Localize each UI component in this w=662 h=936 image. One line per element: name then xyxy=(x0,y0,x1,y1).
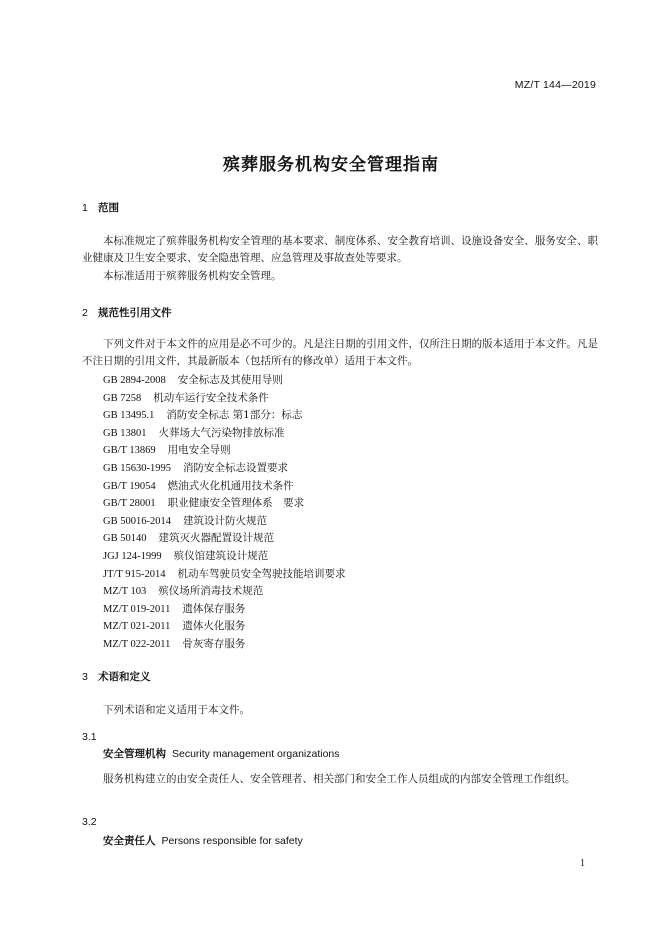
reference-code: GB 50016-2014 xyxy=(103,515,171,527)
document-title: 殡葬服务机构安全管理指南 xyxy=(223,155,439,175)
reference-name: 殡仪场所消毒技术规范 xyxy=(158,585,264,598)
standard-number: MZ/T 144—2019 xyxy=(514,79,596,91)
term-number: 3.2 xyxy=(82,816,97,828)
section-title: 术语和定义 xyxy=(98,671,151,683)
term-name xyxy=(103,746,340,761)
section-heading-scope xyxy=(82,200,119,215)
term-name-english: Persons responsible for safety xyxy=(161,835,303,847)
reference-item xyxy=(103,372,346,390)
term-name-english: Security management organizations xyxy=(172,748,340,760)
reference-code: GB 7258 xyxy=(103,392,142,404)
reference-item xyxy=(103,425,346,443)
reference-item xyxy=(103,548,346,566)
reference-item xyxy=(103,530,346,548)
section-title: 范围 xyxy=(98,202,119,214)
scope-paragraph-2: 本标准适用于殡葬服务机构安全管理。 xyxy=(103,270,282,282)
reference-item xyxy=(103,583,346,601)
reference-code: GB/T 13869 xyxy=(103,445,156,457)
reference-item xyxy=(103,601,346,619)
section-heading-terms-definitions xyxy=(82,669,151,684)
reference-name: 遗体保存服务 xyxy=(182,602,246,615)
terms-intro-paragraph: 下列术语和定义适用于本文件。 xyxy=(103,704,250,716)
reference-item xyxy=(103,513,346,531)
reference-name: 职业健康安全管理体系 要求 xyxy=(167,497,305,510)
reference-name: 安全标志及其使用导则 xyxy=(177,374,283,386)
reference-item xyxy=(103,566,346,584)
reference-item xyxy=(103,478,346,496)
reference-name: 消防安全标志设置要求 xyxy=(182,461,288,474)
section-title: 规范性引用文件 xyxy=(98,307,172,319)
term-number: 3.1 xyxy=(82,731,97,743)
reference-name: 建筑设计防火规范 xyxy=(182,514,267,527)
reference-name: 燃油式火化机通用技术条件 xyxy=(167,479,294,492)
reference-code: GB 2894-2008 xyxy=(103,375,166,386)
term-definition: 服务机构建立的由安全责任人、安全管理者、相关部门和安全工作人员组成的内部安全管理工作组织。 xyxy=(103,773,576,785)
reference-item xyxy=(103,442,346,460)
reference-name: 机动车驾驶员安全驾驶技能培训要求 xyxy=(177,567,346,580)
reference-item xyxy=(103,407,346,425)
reference-name: 骨灰寄存服务 xyxy=(182,637,246,650)
reference-code: MZ/T 019-2011 xyxy=(103,603,171,615)
references-intro-paragraph: 下列文件对于本文件的应用是必不可少的。凡是注日期的引用文件，仅所注日期的版本适用于本文件。凡是不注日期的引用文件，其最新版本（包括所有的修改单）适用于本文件。 xyxy=(82,338,598,367)
reference-code: JGJ 124-1999 xyxy=(103,550,162,562)
reference-name: 消防安全标志 第1部分：标志 xyxy=(166,409,303,422)
reference-code: GB/T 28001 xyxy=(103,498,156,510)
reference-code: GB 50140 xyxy=(103,533,147,545)
reference-code: GB/T 19054 xyxy=(103,480,156,492)
reference-name: 建筑灭火器配置设计规范 xyxy=(158,532,274,545)
reference-item xyxy=(103,460,346,478)
section-number: 3 xyxy=(82,671,88,683)
reference-item xyxy=(103,618,346,636)
reference-code: MZ/T 021-2011 xyxy=(103,621,171,633)
reference-code: JT/T 915-2014 xyxy=(103,568,166,580)
section-heading-normative-references xyxy=(82,305,172,320)
reference-name: 殡仪馆建筑设计规范 xyxy=(173,549,269,562)
reference-list xyxy=(103,372,346,654)
reference-name: 机动车运行安全技术条件 xyxy=(153,391,269,404)
reference-code: GB 13495.1 xyxy=(103,410,155,422)
reference-code: MZ/T 022-2011 xyxy=(103,638,171,650)
term-name xyxy=(103,833,303,848)
reference-code: GB 13801 xyxy=(103,427,147,439)
reference-code: GB 15630-1995 xyxy=(103,462,171,474)
scope-paragraph-1: 本标准规定了殡葬服务机构安全管理的基本要求、制度体系、安全教育培训、设施设备安全、服务安全、职业健康及卫生安全要求、安全隐患管理、应急管理及事故查处等要求。 xyxy=(82,235,598,264)
reference-name: 火葬场大气污染物排放标准 xyxy=(158,426,285,439)
section-number: 1 xyxy=(82,202,88,214)
section-number: 2 xyxy=(82,307,88,319)
reference-name: 用电安全导则 xyxy=(167,444,231,457)
reference-name: 遗体火化服务 xyxy=(182,620,246,633)
term-name-chinese: 安全责任人 xyxy=(103,835,156,847)
page-number: 1 xyxy=(580,858,585,869)
reference-item xyxy=(103,636,346,654)
reference-item xyxy=(103,495,346,513)
reference-code: MZ/T 103 xyxy=(103,586,147,598)
term-name-chinese: 安全管理机构 xyxy=(103,748,166,760)
reference-item xyxy=(103,390,346,408)
